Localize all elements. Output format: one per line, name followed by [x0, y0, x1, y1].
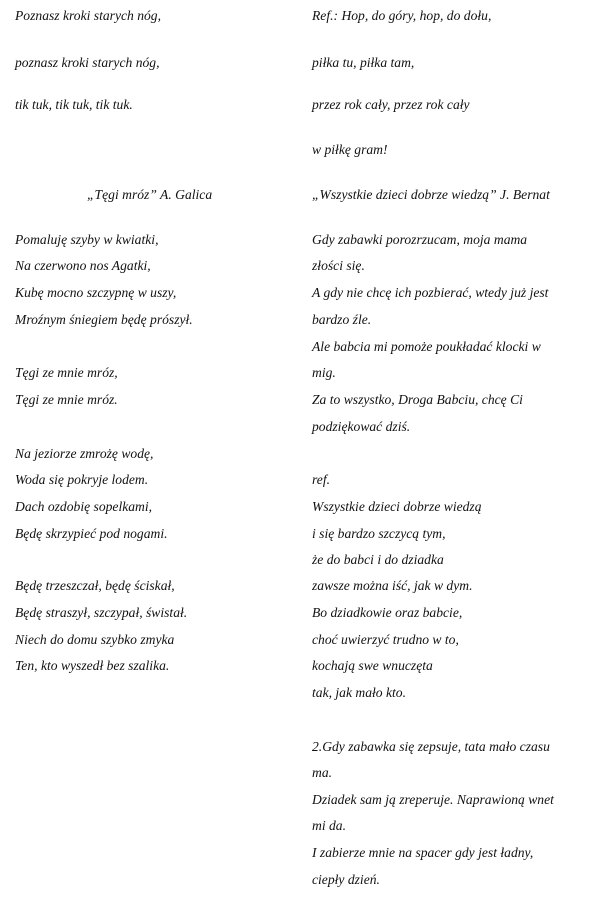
verse-line: Tęgi ze mnie mróz, [15, 365, 118, 380]
verse-line: podziękować dziś. [312, 419, 411, 434]
verse-line: choć uwierzyć trudno w to, [312, 632, 459, 647]
verse-line: Na czerwono nos Agatki, [15, 258, 151, 273]
verse-line: zawsze można iść, jak w dym. [312, 578, 473, 593]
verse-line: Bo dziadkowie oraz babcie, [312, 605, 463, 620]
verse-line: Poznasz kroki starych nóg, [15, 8, 161, 23]
verse-line: Mroźnym śniegiem będę prószył. [15, 312, 193, 327]
verse-line: Będę straszył, szczypał, świstał. [15, 605, 188, 620]
verse-line: Będę trzeszczał, będę ściskał, [15, 578, 175, 593]
poem-title: „Tęgi mróz” A. Galica [87, 187, 213, 202]
refrain-line: Ref.: Hop, do góry, hop, do dołu, [312, 8, 492, 23]
verse-line: Woda się pokryje lodem. [15, 472, 149, 487]
verse-line: ref. [312, 472, 330, 487]
verse-line: Na jeziorze zmrożę wodę, [15, 446, 154, 461]
verse-line: złości się. [312, 258, 365, 273]
verse-line: ciepły dzień. [312, 872, 380, 887]
verse-line: Niech do domu szybko zmyka [15, 632, 175, 647]
verse-line: Za to wszystko, Droga Babciu, chcę Ci [312, 392, 523, 407]
verse-line: Będę skrzypieć pod nogami. [15, 526, 168, 541]
verse-line: tik tuk, tik tuk, tik tuk. [15, 97, 133, 112]
verse-line: Wszystkie dzieci dobrze wiedzą [312, 499, 482, 514]
verse-line: i się bardzo szczycą tym, [312, 526, 446, 541]
verse-line: mig. [312, 365, 336, 380]
verse-line: tak, jak mało kto. [312, 685, 407, 700]
verse-line: 2.Gdy zabawka się zepsuje, tata mało czasu [312, 739, 550, 754]
verse-line: że do babci i do dziadka [312, 552, 444, 567]
verse-line: Gdy zabawki porozrzucam, moja mama [312, 232, 528, 247]
verse-line: Ten, kto wyszedł bez szalika. [15, 658, 170, 673]
verse-line: I zabierze mnie na spacer gdy jest ładny, [312, 845, 534, 860]
verse-line: Dach ozdobię sopelkami, [15, 499, 153, 514]
verse-line: kochają swe wnuczęta [312, 658, 433, 673]
verse-line: poznasz kroki starych nóg, [15, 55, 160, 70]
verse-line: Pomaluję szyby w kwiatki, [15, 232, 159, 247]
poem-title: „Wszystkie dzieci dobrze wiedzą” J. Bernat [312, 187, 550, 202]
refrain-line: piłka tu, piłka tam, [312, 55, 415, 70]
verse-line: A gdy nie chcę ich pozbierać, wtedy już jest [312, 285, 549, 300]
refrain-line: w piłkę gram! [312, 142, 388, 157]
verse-line: Ale babcia mi pomoże poukładać klocki w [312, 339, 541, 354]
verse-line: Tęgi ze mnie mróz. [15, 392, 118, 407]
verse-line: Kubę mocno szczypnę w uszy, [15, 285, 177, 300]
verse-line: mi da. [312, 818, 346, 833]
refrain-line: przez rok cały, przez rok cały [312, 97, 470, 112]
verse-line: bardzo źle. [312, 312, 372, 327]
verse-line: Dziadek sam ją zreperuje. Naprawioną wnet [312, 792, 554, 807]
verse-line: ma. [312, 765, 333, 780]
